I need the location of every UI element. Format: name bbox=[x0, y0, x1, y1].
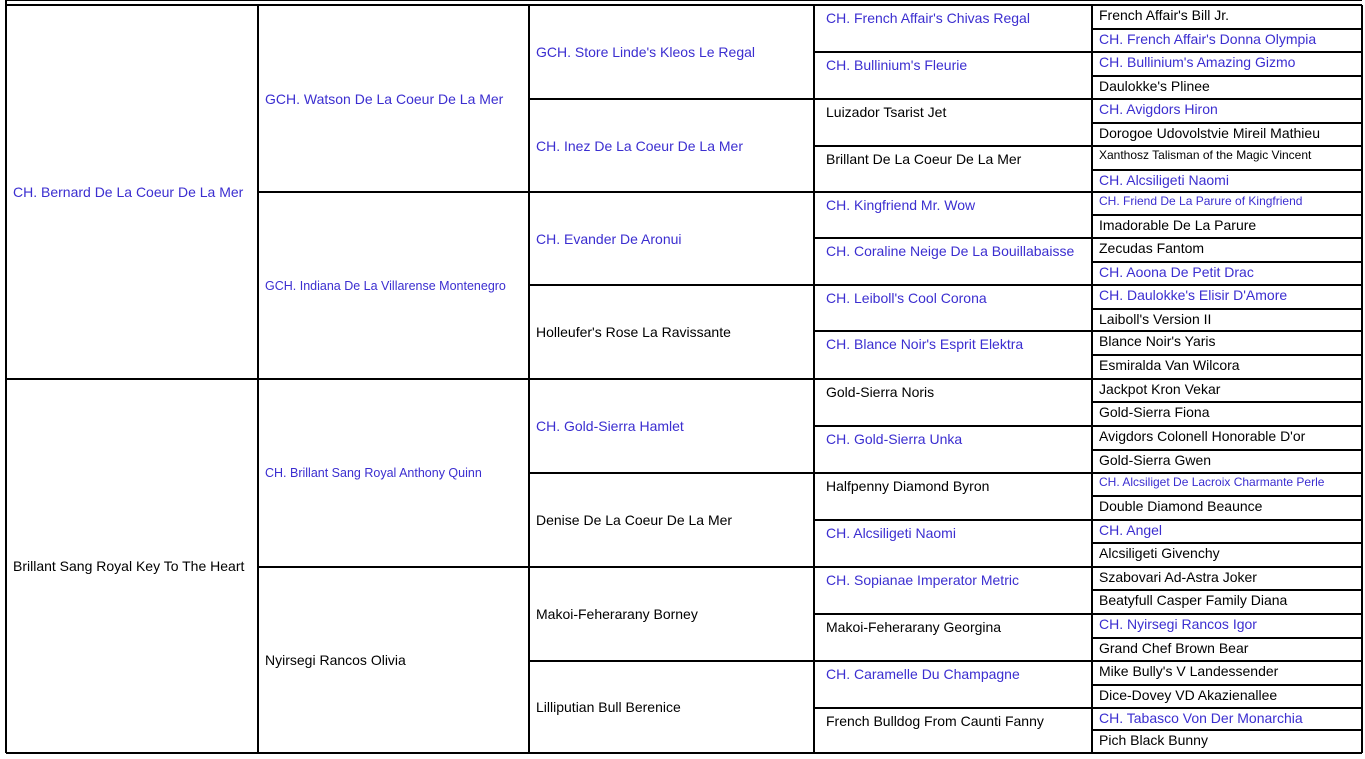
grid-row-divider bbox=[1092, 308, 1362, 310]
pedigree-gen5-entry-20: Gold-Sierra Gwen bbox=[1099, 452, 1212, 468]
grid-row-divider bbox=[1092, 729, 1362, 731]
grid-row-divider bbox=[1092, 519, 1362, 521]
pedigree-gen3-entry-1[interactable]: GCH. Store Linde's Kleos Le Regal bbox=[536, 44, 756, 60]
grid-row-divider bbox=[1092, 660, 1362, 662]
pedigree-gen1-entry-2: Brillant Sang Royal Key To The Heart bbox=[13, 558, 245, 574]
pedigree-gen5-entry-24: Alcsiligeti Givenchy bbox=[1099, 545, 1220, 561]
grid-row-divider bbox=[1092, 589, 1362, 591]
pedigree-gen5-entry-31[interactable]: CH. Tabasco Von Der Monarchia bbox=[1099, 710, 1303, 726]
pedigree-gen5-entry-32: Pich Black Bunny bbox=[1099, 732, 1208, 748]
pedigree-gen5-entry-30: Dice-Dovey VD Akazienallee bbox=[1099, 687, 1278, 703]
grid-row-divider bbox=[1092, 28, 1362, 30]
pedigree-gen5-entry-5[interactable]: CH. Avigdors Hiron bbox=[1099, 101, 1218, 117]
pedigree-gen4-entry-14: Makoi-Feherarany Georgina bbox=[826, 619, 1002, 635]
pedigree-gen5-entry-17: Jackpot Kron Vekar bbox=[1099, 381, 1221, 397]
pedigree-gen4-entry-4: Brillant De La Coeur De La Mer bbox=[826, 151, 1022, 167]
grid-row-divider bbox=[1092, 284, 1362, 286]
pedigree-gen4-entry-6[interactable]: CH. Coraline Neige De La Bouillabaisse bbox=[826, 243, 1075, 259]
pedigree-gen5-entry-26: Beatyfull Casper Family Diana bbox=[1099, 592, 1288, 608]
pedigree-gen5-entry-28: Grand Chef Brown Bear bbox=[1099, 640, 1249, 656]
grid-row-divider bbox=[1092, 191, 1362, 193]
grid-top-edge bbox=[6, 0, 1362, 1]
grid-row-divider bbox=[1092, 354, 1362, 356]
pedigree-gen4-entry-16: French Bulldog From Caunti Fanny bbox=[826, 713, 1044, 729]
grid-row-divider bbox=[1092, 145, 1362, 147]
pedigree-gen4-entry-9: Gold-Sierra Noris bbox=[826, 384, 935, 400]
pedigree-gen4-entry-8[interactable]: CH. Blance Noir's Esprit Elektra bbox=[826, 336, 1024, 352]
pedigree-gen5-entry-22: Double Diamond Beaunce bbox=[1099, 498, 1263, 514]
pedigree-gen3-entry-3[interactable]: CH. Evander De Aronui bbox=[536, 230, 682, 247]
grid-row-divider bbox=[1092, 401, 1362, 403]
pedigree-gen2-entry-1[interactable]: GCH. Watson De La Coeur De La Mer bbox=[265, 90, 504, 107]
pedigree-gen4-entry-1[interactable]: CH. French Affair's Chivas Regal bbox=[826, 10, 1030, 26]
pedigree-gen5-entry-10: Imadorable De La Parure bbox=[1099, 217, 1257, 233]
pedigree-gen5-entry-16: Esmiralda Van Wilcora bbox=[1099, 357, 1240, 373]
grid-bottom-border bbox=[6, 752, 1362, 754]
grid-left-border bbox=[5, 0, 7, 753]
grid-top-border bbox=[6, 4, 1362, 6]
pedigree-gen3-entry-8: Lilliputian Bull Berenice bbox=[536, 699, 681, 715]
pedigree-gen5-entry-6: Dorogoe Udovolstvie Mireil Mathieu bbox=[1099, 125, 1320, 141]
pedigree-gen5-entry-2[interactable]: CH. French Affair's Donna Olympia bbox=[1099, 31, 1317, 47]
pedigree-gen5-entry-27[interactable]: CH. Nyirsegi Rancos Igor bbox=[1099, 616, 1257, 632]
pedigree-gen4-entry-11: Halfpenny Diamond Byron bbox=[826, 478, 990, 494]
pedigree-gen5-entry-15: Blance Noir's Yaris bbox=[1099, 333, 1216, 349]
grid-row-divider bbox=[1092, 214, 1362, 216]
pedigree-gen5-entry-13[interactable]: CH. Daulokke's Elisir D'Amore bbox=[1099, 287, 1288, 303]
pedigree-gen3-entry-6: Denise De La Coeur De La Mer bbox=[536, 512, 733, 528]
pedigree-gen1-entry-1[interactable]: CH. Bernard De La Coeur De La Mer bbox=[13, 184, 244, 200]
pedigree-gen3-entry-2[interactable]: CH. Inez De La Coeur De La Mer bbox=[536, 137, 743, 154]
grid-row-divider bbox=[1092, 542, 1362, 544]
pedigree-gen4-entry-12[interactable]: CH. Alcsiligeti Naomi bbox=[826, 525, 956, 541]
pedigree-gen5-entry-8[interactable]: CH. Alcsiligeti Naomi bbox=[1099, 172, 1229, 188]
pedigree-gen3-entry-5[interactable]: CH. Gold-Sierra Hamlet bbox=[536, 418, 684, 434]
pedigree-gen3-entry-4: Holleufer's Rose La Ravissante bbox=[536, 324, 731, 340]
pedigree-gen5-entry-7: Xanthosz Talisman of the Magic Vincent bbox=[1099, 148, 1312, 162]
grid-row-divider bbox=[1092, 472, 1362, 474]
grid-row-divider bbox=[1092, 425, 1362, 427]
pedigree-gen5-entry-12[interactable]: CH. Aoona De Petit Drac bbox=[1099, 264, 1254, 280]
pedigree-gen3-entry-7: Makoi-Feherarany Borney bbox=[536, 606, 698, 622]
pedigree-gen5-entry-1: French Affair's Bill Jr. bbox=[1099, 7, 1230, 23]
pedigree-gen4-entry-10[interactable]: CH. Gold-Sierra Unka bbox=[826, 431, 963, 447]
grid-row-divider bbox=[1092, 684, 1362, 686]
pedigree-gen2-entry-3[interactable]: CH. Brillant Sang Royal Anthony Quinn bbox=[265, 466, 482, 480]
pedigree-gen5-entry-21[interactable]: CH. Alcsiliget De Lacroix Charmante Perle bbox=[1099, 475, 1325, 489]
pedigree-gen4-entry-5[interactable]: CH. Kingfriend Mr. Wow bbox=[826, 197, 976, 213]
grid-row-divider bbox=[1092, 237, 1362, 239]
pedigree-gen5-entry-23[interactable]: CH. Angel bbox=[1099, 522, 1163, 538]
pedigree-gen4-entry-15[interactable]: CH. Caramelle Du Champagne bbox=[826, 666, 1020, 682]
pedigree-gen5-entry-3[interactable]: CH. Bullinium's Amazing Gizmo bbox=[1099, 54, 1296, 70]
pedigree-gen4-entry-2[interactable]: CH. Bullinium's Fleurie bbox=[826, 57, 968, 73]
grid-row-divider bbox=[1092, 637, 1362, 639]
pedigree-gen5-entry-4: Daulokke's Plinee bbox=[1099, 78, 1210, 94]
grid-row-divider bbox=[1092, 707, 1362, 709]
grid-row-divider bbox=[1092, 122, 1362, 124]
grid-row-divider bbox=[1092, 330, 1362, 332]
grid-row-divider bbox=[1092, 566, 1362, 568]
grid-row-divider bbox=[1092, 51, 1362, 53]
pedigree-gen5-entry-25: Szabovari Ad-Astra Joker bbox=[1099, 569, 1257, 585]
pedigree-gen5-entry-14: Laiboll's Version II bbox=[1099, 311, 1212, 327]
grid-row-divider bbox=[1092, 378, 1362, 380]
pedigree-gen5-entry-11: Zecudas Fantom bbox=[1099, 240, 1205, 256]
grid-row-divider bbox=[1092, 169, 1362, 171]
grid-row-divider bbox=[1092, 449, 1362, 451]
grid-row-divider bbox=[1092, 98, 1362, 100]
grid-row-divider bbox=[1092, 613, 1362, 615]
pedigree-gen5-entry-18: Gold-Sierra Fiona bbox=[1099, 404, 1210, 420]
pedigree-gen2-entry-2[interactable]: GCH. Indiana De La Villarense Montenegro bbox=[265, 278, 506, 293]
grid-row-divider bbox=[1092, 75, 1362, 77]
pedigree-gen5-entry-9[interactable]: CH. Friend De La Parure of Kingfriend bbox=[1099, 194, 1303, 208]
pedigree-gen4-entry-7[interactable]: CH. Leiboll's Cool Corona bbox=[826, 290, 987, 306]
pedigree-gen4-entry-13[interactable]: CH. Sopianae Imperator Metric bbox=[826, 572, 1019, 588]
pedigree-gen5-entry-19: Avigdors Colonell Honorable D'or bbox=[1099, 428, 1306, 444]
pedigree-gen4-entry-3: Luizador Tsarist Jet bbox=[826, 104, 947, 120]
pedigree-gen2-entry-4: Nyirsegi Rancos Olivia bbox=[265, 652, 406, 668]
pedigree-gen5-entry-29: Mike Bully's V Landessender bbox=[1099, 663, 1279, 679]
grid-row-divider bbox=[1092, 261, 1362, 263]
grid-row-divider bbox=[1092, 495, 1362, 497]
